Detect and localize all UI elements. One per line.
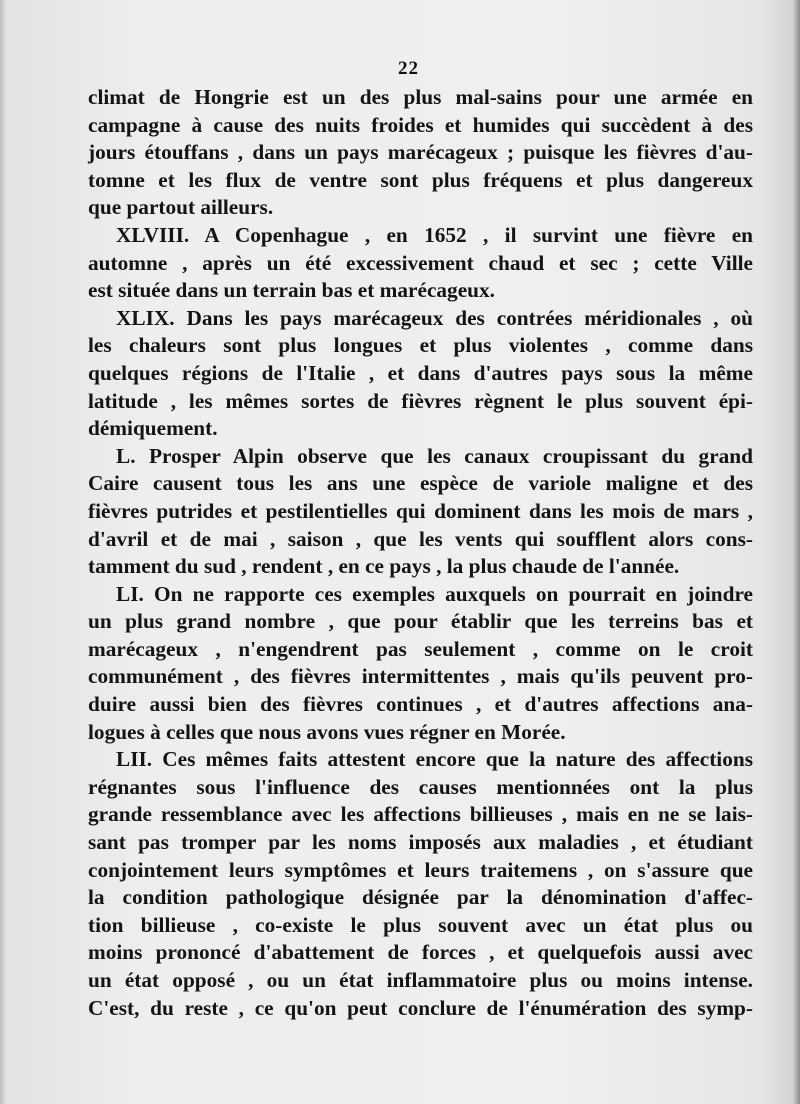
text-line: que partout ailleurs. (88, 195, 274, 220)
text-line: démiquement. (88, 416, 218, 441)
text-line: conjointement leurs symptômes et leurs traitemens , on s'assure que (88, 857, 753, 882)
text-line: latitude , les mêmes sortes de fièvres règnent le plus souvent épi- (88, 388, 753, 413)
text-line: quelques régions de l'Italie , et dans d'autres pays sous la même (88, 360, 753, 385)
text-line: tamment du sud , rendent , en ce pays , la plus chaude de l'année. (88, 554, 680, 579)
text-line: est située dans un terrain bas et marécageux. (88, 278, 495, 303)
text-line: fièvres putrides et pestilentielles qui dominent dans les mois de mars , (88, 498, 753, 523)
text-line: moins prononcé d'abattement de forces , et quelquefois aussi avec (88, 940, 753, 965)
page-number: 22 (398, 58, 419, 79)
text-line: les chaleurs sont plus longues et plus violentes , comme dans (88, 333, 753, 358)
text-line: C'est, du reste , ce qu'on peut conclure de l'énumération des symp- (88, 995, 753, 1020)
paragraph-li-start: LI. On ne rapporte ces exemples auxquels on pourrait en joindre (116, 581, 753, 606)
text-line: automne , après un été excessivement chaud et sec ; cette Ville (88, 250, 753, 275)
text-line: grande ressemblance avec les affections billieuses , mais en ne se lais- (88, 802, 753, 827)
text-line: régnantes sous l'influence des causes mentionnées ont la plus (88, 774, 753, 799)
text-line: sant pas tromper par les noms imposés aux maladies , et étudiant (88, 830, 753, 855)
right-page-edge (792, 0, 800, 1104)
text-line: un plus grand nombre , que pour établir que les terreins bas et (88, 609, 753, 634)
body-text (88, 84, 753, 1022)
text-line: la condition pathologique désignée par la dénomination d'affec- (88, 885, 753, 910)
text-line: communément , des fièvres intermittentes , mais qu'ils peuvent pro- (88, 664, 753, 689)
text-line: tomne et les flux de ventre sont plus fréquens et plus dangereux (88, 167, 753, 192)
paragraph-xlix-start: XLIX. Dans les pays marécageux des contrées méridionales , où (116, 305, 753, 330)
text-line: duire aussi bien des fièvres continues , et d'autres affections ana- (88, 692, 753, 717)
paragraph-l-start: L. Prosper Alpin observe que les canaux croupissant du grand (116, 443, 753, 468)
text-line: logues à celles que nous avons vues régner en Morée. (88, 719, 566, 744)
text-line: tion billieuse , co-existe le plus souvent avec un état plus ou (88, 912, 753, 937)
text-line: Caire causent tous les ans une espèce de variole maligne et des (88, 471, 753, 496)
text-line: un état opposé , ou un état inflammatoire plus ou moins intense. (88, 968, 753, 992)
text-line: jours étouffans , dans un pays marécageux ; puisque les fièvres d'au- (88, 140, 753, 165)
text-line: d'avril et de mai , saison , que les vents qui soufflent alors cons- (88, 526, 753, 551)
text-line: campagne à cause des nuits froides et humides qui succèdent à des (88, 112, 753, 137)
text-line: climat de Hongrie est un des plus mal-sains pour une armée en (88, 85, 753, 109)
text-line: marécageux , n'engendrent pas seulement , comme on le croit (88, 636, 753, 661)
left-page-edge (0, 0, 6, 1104)
paragraph-xlviii-start: XLVIII. A Copenhague , en 1652 , il survint une fièvre en (116, 222, 753, 247)
paragraph-lii-start: LII. Ces mêmes faits attestent encore que la nature des affections (116, 747, 753, 772)
